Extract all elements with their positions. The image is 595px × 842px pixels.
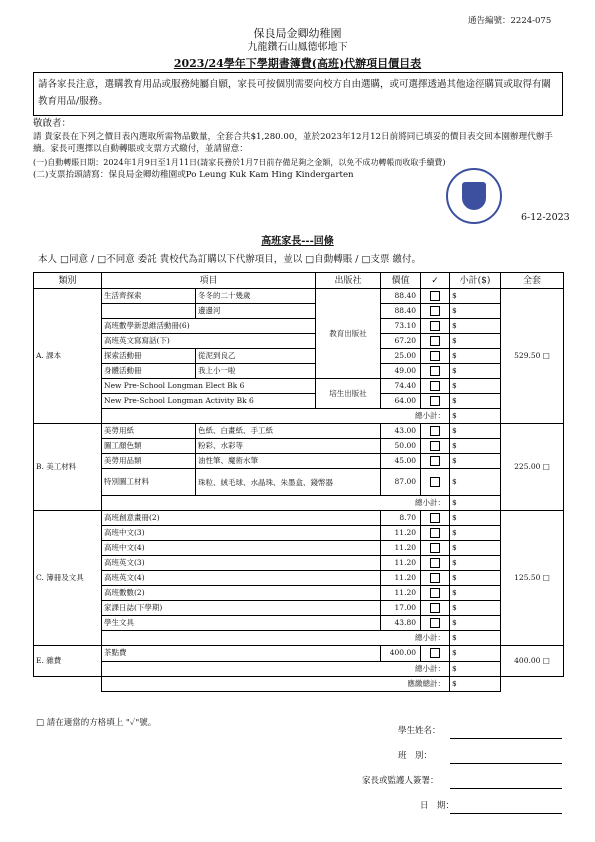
subtotal-label: 總小計： [102, 631, 450, 646]
class-field[interactable] [450, 763, 562, 764]
checkbox[interactable] [430, 336, 440, 346]
table-row [34, 394, 564, 409]
check-cell[interactable] [421, 586, 450, 601]
reply-slip-title: 高班家長---回條 [261, 236, 334, 247]
subtotal-cell[interactable]: $ [450, 334, 501, 349]
table-row [34, 586, 564, 601]
subtotal-cell[interactable]: $ [450, 541, 501, 556]
publisher: 培生出版社 [316, 379, 381, 409]
item-name: 學生文具 [102, 616, 381, 631]
checkbox[interactable] [430, 573, 440, 583]
set-total-b[interactable]: 225.00 □ [501, 424, 564, 511]
check-cell[interactable] [421, 571, 450, 586]
school-address: 九龍鑽石山鳳德邨地下 [247, 42, 348, 53]
header-category: 類別 [34, 273, 102, 289]
school-name: 保良局金卿幼稚園 [253, 27, 342, 40]
check-cell[interactable] [421, 541, 450, 556]
table-row [34, 601, 564, 616]
reference-number: 通告編號：2224-075 [468, 16, 552, 26]
table-row [34, 646, 564, 662]
subtotal-cell[interactable]: $ [450, 616, 501, 631]
student-name-field[interactable] [450, 738, 562, 739]
checkbox[interactable] [430, 456, 440, 466]
table-row [34, 469, 564, 496]
item-detail: 我上小一啦 [196, 364, 316, 379]
subtotal-cell[interactable]: $ [450, 394, 501, 409]
item-name: 美勞用紙 [102, 424, 196, 439]
checkbox[interactable] [430, 321, 440, 331]
checkbox[interactable] [430, 291, 440, 301]
publisher: 教育出版社 [316, 289, 381, 379]
item-price: 11.20 [381, 571, 421, 586]
checkbox-instruction: □ 請在適當的方格填上 "✓"號。 [36, 718, 157, 728]
checkbox[interactable] [430, 618, 440, 628]
subtotal-cell[interactable]: $ [450, 571, 501, 586]
checkbox[interactable] [430, 513, 440, 523]
notice-box [33, 72, 563, 116]
item-price: 11.20 [381, 526, 421, 541]
checkbox[interactable] [430, 306, 440, 316]
item-price: 8.70 [381, 511, 421, 526]
checkbox[interactable] [430, 351, 440, 361]
subtotal-cell[interactable]: $ [450, 379, 501, 394]
item-price: 43.80 [381, 616, 421, 631]
item-price: 50.00 [381, 439, 421, 454]
grand-total-label: 應繳總計： [102, 677, 450, 692]
table-row [34, 289, 564, 304]
subtotal-row [34, 496, 564, 511]
header-check: ✓ [421, 273, 450, 289]
section-subtotal[interactable]: $ [450, 631, 501, 646]
subtotal-cell[interactable]: $ [450, 364, 501, 379]
item-name: 特別圖工材料 [102, 469, 196, 496]
item-price: 43.00 [381, 424, 421, 439]
subtotal-cell[interactable]: $ [450, 439, 501, 454]
item-detail: 冬冬的二十幾歲 [196, 289, 316, 304]
item-name: 探索活動冊 [102, 349, 196, 364]
date-label: 日 期： [420, 801, 455, 811]
checkbox[interactable] [430, 396, 440, 406]
header-set-total: 全套 [501, 273, 564, 289]
item-price: 87.00 [381, 469, 421, 496]
item-detail: 油性筆、魔術水筆 [196, 454, 381, 469]
student-name-label: 學生姓名： [398, 726, 441, 736]
item-name: 生活齊探索 [102, 289, 196, 304]
cheque-note: (二)支票抬頭請寫：保良局金卿幼稚園或Po Leung Kuk Kam Hing Kindergarten [33, 170, 354, 180]
item-name: 圖工顏色類 [102, 439, 196, 454]
check-cell[interactable] [421, 304, 450, 319]
item-price: 64.00 [381, 394, 421, 409]
subtotal-label: 總小計： [102, 661, 450, 677]
checkbox[interactable] [430, 477, 440, 487]
check-cell[interactable] [421, 526, 450, 541]
subtotal-cell[interactable]: $ [450, 526, 501, 541]
subtotal-cell[interactable]: $ [450, 511, 501, 526]
checkbox[interactable] [430, 588, 440, 598]
subtotal-cell[interactable]: $ [450, 601, 501, 616]
item-name: 身體活動冊 [102, 364, 196, 379]
consent-line: 本人 □同意 / □不同意 委託 貴校代為訂購以下代辦項目，並以 □自動轉賬 / □支票 繳付。 [38, 254, 421, 265]
item-name: 高班中文(3) [102, 526, 381, 541]
check-cell[interactable] [421, 469, 450, 496]
checkbox[interactable] [430, 558, 440, 568]
section-subtotal[interactable]: $ [450, 496, 501, 511]
header-item: 項目 [102, 273, 316, 289]
subtotal-row [34, 661, 564, 677]
item-name: 高班中文(4) [102, 541, 381, 556]
item-name: New Pre-School Longman Elect Bk 6 [102, 379, 316, 394]
table-row [34, 526, 564, 541]
section-subtotal[interactable]: $ [450, 661, 501, 677]
item-name: 高班數學新思維活動冊(6) [102, 319, 316, 334]
check-cell[interactable] [421, 601, 450, 616]
subtotal-cell[interactable]: $ [450, 349, 501, 364]
intro-paragraph: 請 貴家長在下列之價目表內選取所需物品數量，全套合共$1,280.00，並於2023年12月12日前將同已填妥的價目表交回本園辦理代辦手續。家長可選擇以自動轉賬或支票方式繳付，並請留意： [33, 132, 553, 154]
item-price: 17.00 [381, 601, 421, 616]
table-row [34, 571, 564, 586]
autopay-note: (一)自動轉賬日期：2024年1月9日至1月11日(請家長務於1月7日前存備足夠之金額，以免不成功轉帳而收取手續費) [33, 158, 446, 167]
item-name: 高班英文寫寫話(下) [102, 334, 316, 349]
item-price: 73.10 [381, 319, 421, 334]
check-cell[interactable] [421, 349, 450, 364]
item-detail: 珠粒、絨毛球、水晶珠、朱墨盒、錢幣器 [196, 469, 381, 496]
set-total-e[interactable]: 400.00 □ [501, 646, 564, 677]
subtotal-cell[interactable]: $ [450, 646, 501, 662]
table-row [34, 616, 564, 631]
set-total-a[interactable]: 529.50 □ [501, 289, 564, 424]
subtotal-label: 總小計： [102, 496, 450, 511]
subtotal-row [34, 631, 564, 646]
checkbox[interactable] [430, 366, 440, 376]
check-cell[interactable] [421, 511, 450, 526]
item-detail: 色紙、白畫紙、手工紙 [196, 424, 381, 439]
table-row [34, 454, 564, 469]
item-price: 11.20 [381, 556, 421, 571]
class-label: 班 別： [398, 751, 433, 761]
table-row [34, 304, 564, 319]
subtotal-row [34, 409, 564, 424]
item-detail: 從泥到良乙 [196, 349, 316, 364]
parent-signature-field[interactable] [450, 788, 562, 789]
item-price: 11.20 [381, 541, 421, 556]
checkbox[interactable] [430, 648, 440, 658]
table-row [34, 556, 564, 571]
check-cell[interactable] [421, 424, 450, 439]
check-cell[interactable] [421, 334, 450, 349]
subtotal-cell[interactable]: $ [450, 454, 501, 469]
item-price: 67.20 [381, 334, 421, 349]
subtotal-cell[interactable]: $ [450, 304, 501, 319]
item-price: 400.00 [381, 646, 421, 662]
subtotal-cell[interactable]: $ [450, 289, 501, 304]
table-row [34, 541, 564, 556]
table-row [34, 439, 564, 454]
subtotal-cell[interactable]: $ [450, 469, 501, 496]
item-price: 88.40 [381, 304, 421, 319]
checkbox[interactable] [430, 381, 440, 391]
table-row [34, 424, 564, 439]
item-name: 高班英文(3) [102, 556, 381, 571]
check-cell[interactable] [421, 616, 450, 631]
item-price: 88.40 [381, 289, 421, 304]
subtotal-cell[interactable]: $ [450, 556, 501, 571]
category-e: E. 雜費 [34, 646, 102, 677]
section-subtotal[interactable]: $ [450, 409, 501, 424]
item-price: 74.40 [381, 379, 421, 394]
item-name: 茶點費 [102, 646, 381, 662]
header-subtotal: 小計($) [450, 273, 501, 289]
table-row [34, 319, 564, 334]
set-total-c[interactable]: 125.50 □ [501, 511, 564, 646]
item-name: 美勞用品類 [102, 454, 196, 469]
item-name: 高班英文(4) [102, 571, 381, 586]
subtotal-cell[interactable]: $ [450, 424, 501, 439]
parent-signature-label: 家長或監護人簽署： [362, 776, 439, 786]
document-title: 2023/24學年下學期書簿費(高班)代辦項目價目表 [173, 57, 422, 70]
price-table [33, 272, 564, 692]
check-cell[interactable] [421, 364, 450, 379]
item-name [102, 304, 196, 319]
greeting: 敬啟者： [33, 118, 72, 129]
check-cell[interactable] [421, 454, 450, 469]
item-detail: 邊邊河 [196, 304, 316, 319]
grand-total-row [34, 677, 564, 692]
item-price: 11.20 [381, 586, 421, 601]
category-c: C. 簿冊及文具 [34, 511, 102, 646]
check-cell[interactable] [421, 439, 450, 454]
school-seal [446, 168, 502, 224]
seal-emblem-icon [462, 182, 486, 210]
check-cell[interactable] [421, 394, 450, 409]
checkbox[interactable] [430, 441, 440, 451]
subtotal-cell[interactable]: $ [450, 586, 501, 601]
table-row [34, 364, 564, 379]
date-field[interactable] [450, 813, 562, 814]
header-publisher: 出版社 [316, 273, 381, 289]
checkbox[interactable] [430, 603, 440, 613]
checkbox[interactable] [430, 528, 440, 538]
table-header [34, 273, 564, 289]
notice-date: 6-12-2023 [521, 212, 570, 223]
checkbox[interactable] [430, 543, 440, 553]
notice-text: 請各家長注意，選購教育用品或服務純屬自願，家長可按個別需要向校方自由選購，或可選擇透過其他途徑購買或取得有關教育用品/服務。 [38, 79, 552, 107]
category-a: A. 課本 [34, 289, 102, 424]
check-cell[interactable] [421, 556, 450, 571]
table-row [34, 511, 564, 526]
table-row [34, 379, 564, 394]
item-price: 49.00 [381, 364, 421, 379]
item-name: New Pre-School Longman Activity Bk 6 [102, 394, 316, 409]
item-price: 45.00 [381, 454, 421, 469]
item-price: 25.00 [381, 349, 421, 364]
grand-total-cell[interactable]: $ [450, 677, 501, 692]
check-cell[interactable] [421, 379, 450, 394]
header-price: 價值 [381, 273, 421, 289]
subtotal-cell[interactable]: $ [450, 319, 501, 334]
category-b: B. 美工材料 [34, 424, 102, 511]
table-row [34, 349, 564, 364]
item-name: 家課日誌(下學期) [102, 601, 381, 616]
check-cell[interactable] [421, 289, 450, 304]
table-row [34, 334, 564, 349]
checkbox[interactable] [430, 426, 440, 436]
item-detail: 粉彩、水彩等 [196, 439, 381, 454]
subtotal-label: 總小計： [102, 409, 450, 424]
item-name: 高班數數(2) [102, 586, 381, 601]
check-cell[interactable] [421, 319, 450, 334]
check-cell[interactable] [421, 646, 450, 662]
item-name: 高班創意畫冊(2) [102, 511, 381, 526]
